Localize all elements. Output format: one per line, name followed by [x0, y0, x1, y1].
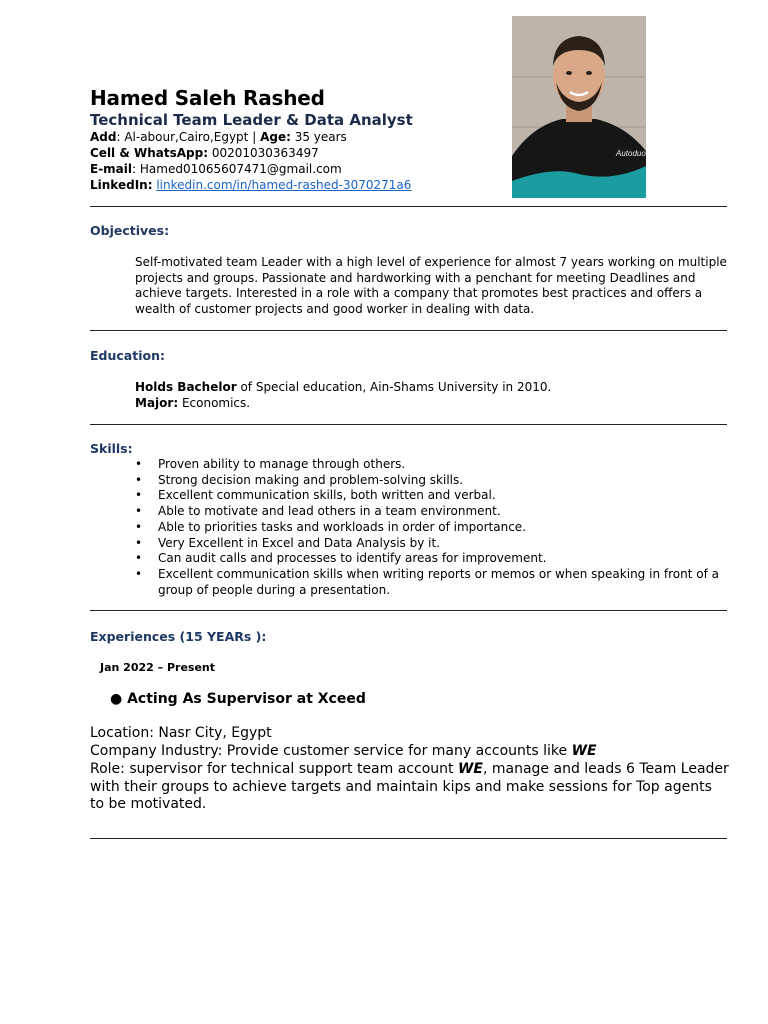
email-label: E-mail	[90, 162, 133, 176]
phone-line	[90, 145, 319, 161]
skill-item	[135, 520, 735, 536]
experience-heading: Experiences (15 YEARs ):	[90, 629, 267, 644]
education-heading: Education:	[90, 348, 165, 363]
skills-list	[135, 457, 735, 598]
bullet-icon: •	[135, 519, 143, 534]
candidate-name: Hamed Saleh Rashed	[90, 86, 325, 110]
divider	[90, 610, 727, 611]
skill-text: Proven ability to manage through others.	[158, 457, 406, 471]
role-desc-account: WE	[457, 761, 483, 777]
skill-text: Excellent communication skills when writing reports or memos or when speaking in front of a group of people during a presentation.	[158, 566, 719, 597]
major-label: Major:	[135, 396, 179, 410]
email-line	[90, 161, 342, 177]
skill-text: Can audit calls and processes to identify areas for improvement.	[158, 551, 547, 566]
skill-text: Able to motivate and lead others in a team environment.	[158, 504, 501, 519]
major-text: Economics.	[178, 396, 251, 410]
degree-label: Holds Bachelor	[135, 380, 237, 394]
bullet-icon: •	[135, 457, 143, 471]
skill-text: Very Excellent in Excel and Data Analysis by it.	[158, 535, 440, 550]
bullet-icon: •	[135, 566, 143, 581]
email-value: : Hamed01065607471@gmail.com	[132, 162, 342, 176]
linkedin-line	[90, 177, 411, 193]
role-desc-post: , manage and leads 6 Team Leader with their groups to achieve targets and maintain kips and make sessions for Top agents to be motivated.	[90, 761, 729, 812]
industry-text: Company Industry: Provide customer service for many accounts like	[90, 743, 572, 759]
experience-date: Jan 2022 – Present	[100, 661, 215, 674]
job-title: Technical Team Leader & Data Analyst	[90, 111, 413, 129]
linkedin-link[interactable]: linkedin.com/in/hamed-rashed-3070271a6	[156, 178, 412, 192]
age-value: 35 years	[290, 130, 347, 144]
divider	[90, 206, 727, 207]
skill-item	[135, 488, 735, 504]
bullet-icon: •	[135, 504, 143, 519]
skill-item	[135, 457, 735, 473]
experience-role	[110, 691, 366, 707]
linkedin-label: LinkedIn:	[90, 178, 153, 192]
address-value: Al-abour,Cairo,Egypt |	[124, 130, 261, 144]
bullet-icon: •	[135, 535, 143, 550]
svg-text:Autoduo: Autoduo	[616, 149, 646, 158]
skill-item	[135, 567, 735, 598]
experience-role-title: Acting As Supervisor at Xceed	[127, 691, 366, 707]
skill-item	[135, 536, 735, 552]
divider	[90, 838, 727, 839]
bullet-icon: •	[135, 472, 143, 487]
profile-photo	[512, 16, 646, 198]
education-degree	[135, 379, 551, 395]
degree-text: of Special education, Ain-Shams University in 2010.	[236, 380, 552, 394]
skill-text: Able to priorities tasks and workloads in order of importance.	[158, 519, 526, 534]
divider	[90, 424, 727, 425]
education-major	[135, 395, 250, 411]
skill-text: Excellent communication skills, both written and verbal.	[158, 488, 496, 503]
skill-text: Strong decision making and problem-solving skills.	[158, 472, 464, 487]
phone-value: 00201030363497	[208, 146, 319, 160]
age-label: Age:	[260, 130, 291, 144]
skill-item	[135, 504, 735, 520]
role-desc-pre: Role: supervisor for technical support team account	[90, 761, 458, 777]
objectives-text: Self-motivated team Leader with a high level of experience for almost 7 years working on multiple projects and groups. Passionate and hardworking with a penchant for meeting Deadlines and achieve targets. Interested in a role with a company that promotes best practices and offers a wealth of customer projects and good worker in dealing with data.	[135, 255, 727, 317]
objectives-heading: Objectives:	[90, 223, 170, 238]
experience-industry	[90, 743, 730, 761]
phone-label: Cell & WhatsApp:	[90, 146, 209, 160]
skill-item	[135, 473, 735, 489]
bullet-icon: ●	[110, 691, 128, 707]
address-label: Add	[90, 130, 117, 144]
skill-item	[135, 551, 735, 567]
experience-role-description	[90, 761, 730, 814]
skills-heading: Skills:	[90, 441, 133, 456]
bullet-icon: •	[135, 551, 143, 566]
experience-location: Location: Nasr City, Egypt	[90, 725, 272, 741]
bullet-icon: •	[135, 488, 143, 503]
industry-account: WE	[571, 743, 597, 759]
divider	[90, 330, 727, 331]
address-line: Add: Al-abour,Cairo,Egypt | Age: 35 years	[90, 130, 347, 144]
